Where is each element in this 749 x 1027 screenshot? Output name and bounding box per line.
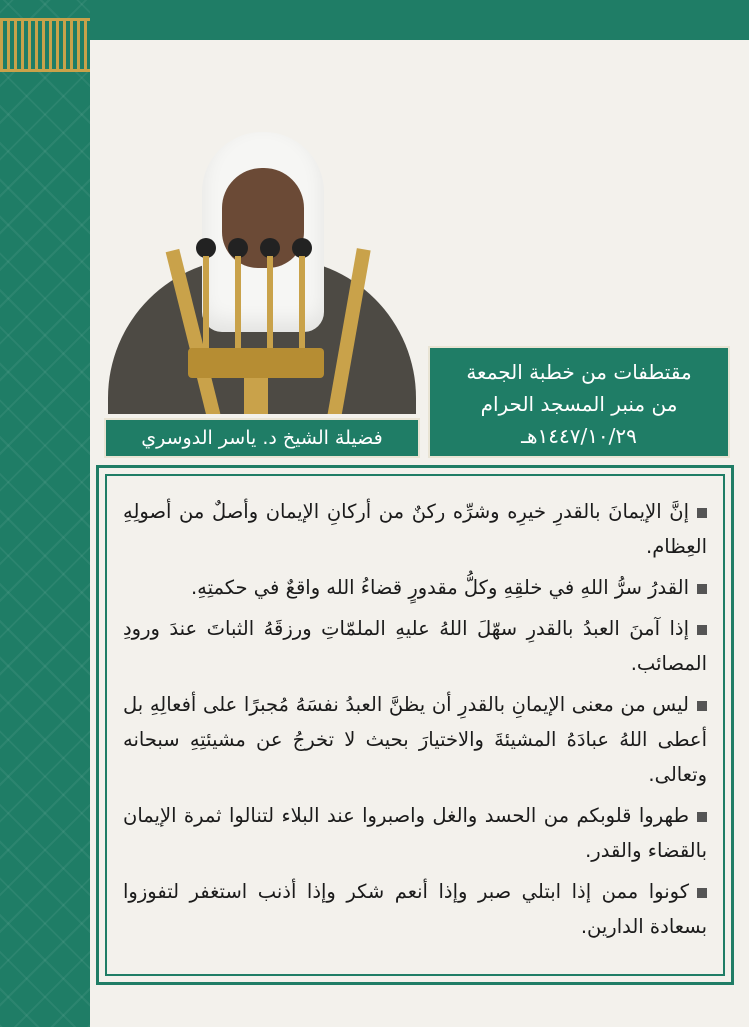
top-decorative-band (90, 0, 749, 40)
microphone-icon (260, 238, 280, 258)
square-bullet-icon (697, 584, 707, 594)
left-decorative-band (0, 0, 90, 1027)
microphone-icon (292, 238, 312, 258)
sermon-date: ١٤٤٧/١٠/٢٩هـ (521, 424, 637, 448)
square-bullet-icon (697, 701, 707, 711)
scalloped-edge (90, 30, 749, 50)
excerpts-list (105, 474, 725, 976)
square-bullet-icon (697, 888, 707, 898)
square-bullet-icon (697, 625, 707, 635)
speaker-name: فضيلة الشيخ د. ياسر الدوسري (104, 418, 420, 458)
speaker-photo (104, 128, 420, 414)
list-item: إذا آمنَ العبدُ بالقدرِ سهّلَ اللهُ عليهِ الملمّاتِ ورزقَهُ الثباتَ عندَ ورودِ المصائب. (123, 617, 707, 675)
list-item: إنَّ الإيمانَ بالقدرِ خيرِه وشرِّه ركنٌ من أركانِ الإيمان وأصلٌ من أصولِهِ العِظام. (123, 500, 707, 558)
list-item: كونوا ممن إذا ابتلي صبر وإذا أنعم شكر وإذا أذنب استغفر لتفوزوا بسعادة الدارين. (123, 880, 707, 938)
microphone-stand (188, 238, 324, 414)
list-item: طهروا قلوبكم من الحسد والغل واصبروا عند البلاء لتنالوا ثمرة الإيمان بالقضاء والقدر. (123, 804, 707, 862)
gold-ornament-stripe (0, 18, 90, 72)
list-item: ليس من معنى الإيمانِ بالقدرِ أن يظنَّ العبدُ نفسَهُ مُجبرًا على أفعالِهِ بل أعطى اللهُ عبادَهُ المشيئةَ والاختيارَ بحيث لا تخرجُ عن مشيئتِهِ سبحانه وتعالى. (123, 693, 707, 786)
title-line: مقتطفات من خطبة الجمعة (466, 360, 692, 384)
excerpts-box (96, 465, 734, 985)
microphone-icon (228, 238, 248, 258)
list-item: القدرُ سرُّ اللهِ في خلقِهِ وكلُّ مقدورٍ قضاءُ الله واقعٌ في حكمتِهِ. (123, 570, 707, 605)
microphone-icon (196, 238, 216, 258)
square-bullet-icon (697, 508, 707, 518)
sermon-title (428, 346, 730, 458)
title-line: من منبر المسجد الحرام (480, 392, 678, 416)
square-bullet-icon (697, 812, 707, 822)
